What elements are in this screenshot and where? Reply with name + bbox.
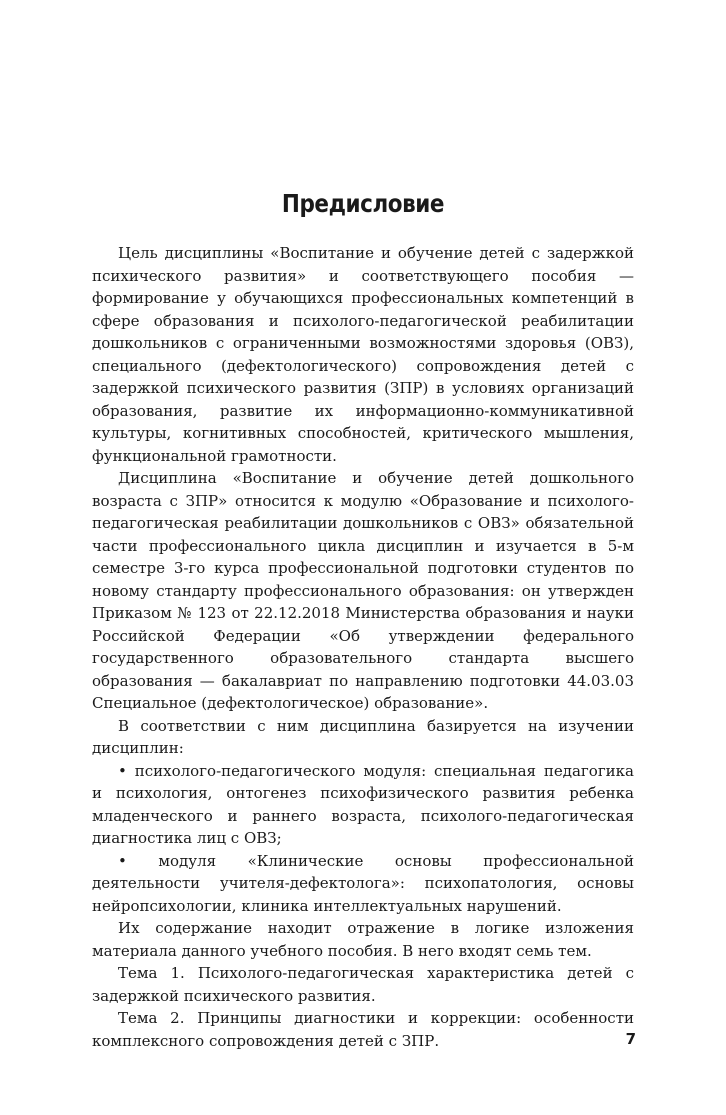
paragraph-basis: В соответствии с ним дисциплина базируется на изучении дисциплин: <box>92 716 634 757</box>
body-text <box>92 242 634 1052</box>
list-item-clinical-module: • модуля «Клинические основы профессиональной деятельности учителя-дефектолога»: психопатология, основы нейропсихологии, клиника интеллектуальных нарушений. <box>92 851 634 915</box>
paragraph-discipline: Дисциплина «Воспитание и обучение детей дошкольного возраста с ЗПР» относится к модулю «Образование и психолого-педагогическая реабилитации дошкольников с ОВЗ» обязательной части профессионального цикла дисциплин и изучается в 5-м семестре 3-го курса профессиональной подготовки студентов по новому стандарту профессионального образования: он утвержден Приказом № 123 от 22.12.2018 Министерства образования и науки Российской Федерации «Об утверждении федерального государственного образовательного стандарта высшего образования — бакалавриат по направлению подготовки 44.03.03 Специальное (дефектологическое) образование». <box>92 469 634 712</box>
paragraph-content: Их содержание находит отражение в логике изложения материала данного учебного пособия. В него входят семь тем. <box>92 919 634 960</box>
paragraph-topic-1: Тема 1. Психолого-педагогическая характеристика детей с задержкой психического развития. <box>92 964 634 1005</box>
page-number: 7 <box>625 1030 636 1048</box>
list-item-psych-module: • психолого-педагогического модуля: специальная педагогика и психология, онтогенез психофизического развития ребенка младенческого и раннего возраста, психолого-педагогическая диагностика лиц с ОВЗ; <box>92 761 634 847</box>
chapter-heading: Предисловие <box>281 188 445 218</box>
paragraph-goal: Цель дисциплины «Воспитание и обучение детей с задержкой психического развития» и соответствующего пособия — формирование у обучающихся профессиональных компетенций в сфере образования и психолого-педагогической реабилитации дошкольников с ограниченными возможностями здоровья (ОВЗ), специального (дефектологического) сопровождения детей с задержкой психического развития (ЗПР) в условиях организаций образования, развитие их информационно-коммуникативной культуры, когнитивных способностей, критического мышления, функциональной грамотности. <box>92 244 634 465</box>
paragraph-topic-2: Тема 2. Принципы диагностики и коррекции: особенности комплексного сопровождения детей с ЗПР. <box>92 1009 634 1050</box>
